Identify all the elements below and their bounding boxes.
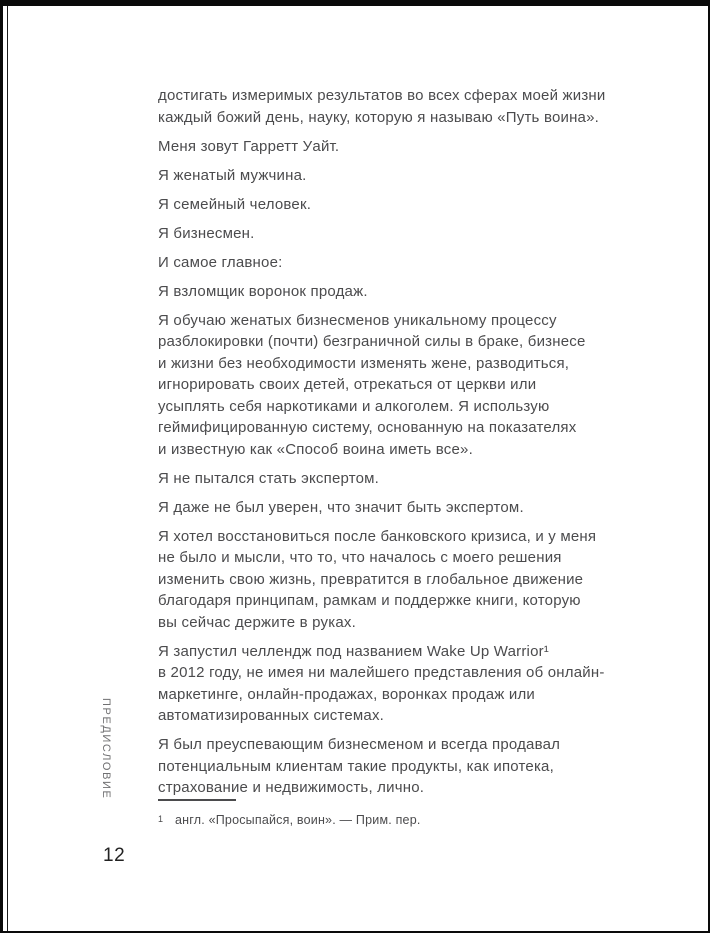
text-line: изменить свою жизнь, превратится в глобальное движение — [158, 570, 584, 588]
text-line: не было и мысли, что то, что началось с моего решения — [158, 549, 562, 566]
text-line: Я семейный человек. — [158, 195, 312, 213]
text-line: потенциальным клиентам такие продукты, как ипотека, — [158, 757, 554, 775]
page-number: 12 — [103, 845, 126, 866]
paragraph — [158, 734, 636, 799]
text-line: страхование и недвижимость, лично. — [158, 779, 425, 796]
footnote — [158, 812, 578, 828]
text-line: Я бизнесмен. — [158, 224, 255, 242]
text-line: Я даже не был уверен, что значит быть экспертом. — [158, 498, 524, 516]
paragraph — [158, 526, 636, 634]
paragraph — [158, 310, 636, 461]
text-line: в 2012 году, не имея ни малейшего представления об онлайн- — [158, 664, 605, 681]
chapter-vertical-label: ПРЕДИСЛОВИЕ — [100, 698, 112, 800]
paragraph — [158, 281, 636, 303]
text-line: Я не пытался стать экспертом. — [158, 469, 380, 487]
text-line: усыплять себя наркотиками и алкоголем. Я использую — [158, 397, 550, 415]
paragraph — [158, 165, 636, 187]
paragraph — [158, 641, 636, 727]
footnote-rule — [158, 799, 236, 801]
footnote-text: англ. «Просыпайся, воин». — Прим. пер. — [175, 813, 421, 827]
page-spine-line — [7, 6, 8, 931]
text-line: игнорировать своих детей, отрекаться от церкви или — [158, 376, 537, 393]
text-line: Я хотел восстановиться после банковского кризиса, и у меня — [158, 527, 597, 545]
text-line: И самое главное: — [158, 253, 283, 271]
paragraph — [158, 497, 636, 519]
text-line: и жизни без необходимости изменять жене, разводиться, — [158, 354, 570, 372]
body-text — [158, 85, 636, 806]
text-line: и известную как «Способ воина иметь все». — [158, 440, 473, 458]
paragraph — [158, 85, 636, 128]
text-line: Я женатый мужчина. — [158, 166, 307, 184]
text-line: геймифицированную систему, основанную на показателях — [158, 419, 577, 436]
paragraph — [158, 468, 636, 490]
paragraph — [158, 223, 636, 245]
text-line: Я обучаю женатых бизнесменов уникальному процессу — [158, 311, 557, 329]
paragraph — [158, 252, 636, 274]
text-line: благодаря принципам, рамкам и поддержке книги, которую — [158, 592, 581, 609]
frame-top-edge — [0, 0, 710, 6]
text-line: вы сейчас держите в руках. — [158, 613, 356, 631]
frame-left-edge — [0, 0, 3, 933]
text-line: Я взломщик воронок продаж. — [158, 282, 368, 300]
text-line: Я был преуспевающим бизнесменом и всегда продавал — [158, 736, 561, 753]
text-line: Я запустил челлендж под названием Wake Up Warrior¹ — [158, 642, 549, 660]
text-line: маркетинге, онлайн-продажах, воронках продаж или — [158, 685, 535, 703]
paragraph — [158, 194, 636, 216]
text-line: Меня зовут Гарретт Уайт. — [158, 137, 340, 155]
text-line: разблокировки (почти) безграничной силы в браке, бизнесе — [158, 333, 586, 350]
text-line: автоматизированных системах. — [158, 707, 385, 724]
text-line: достигать измеримых результатов во всех сферах моей жизни — [158, 87, 606, 104]
text-line: каждый божий день, науку, которую я называю «Путь воина». — [158, 108, 600, 126]
paragraph — [158, 136, 636, 158]
footnote-marker: 1 — [158, 814, 164, 824]
